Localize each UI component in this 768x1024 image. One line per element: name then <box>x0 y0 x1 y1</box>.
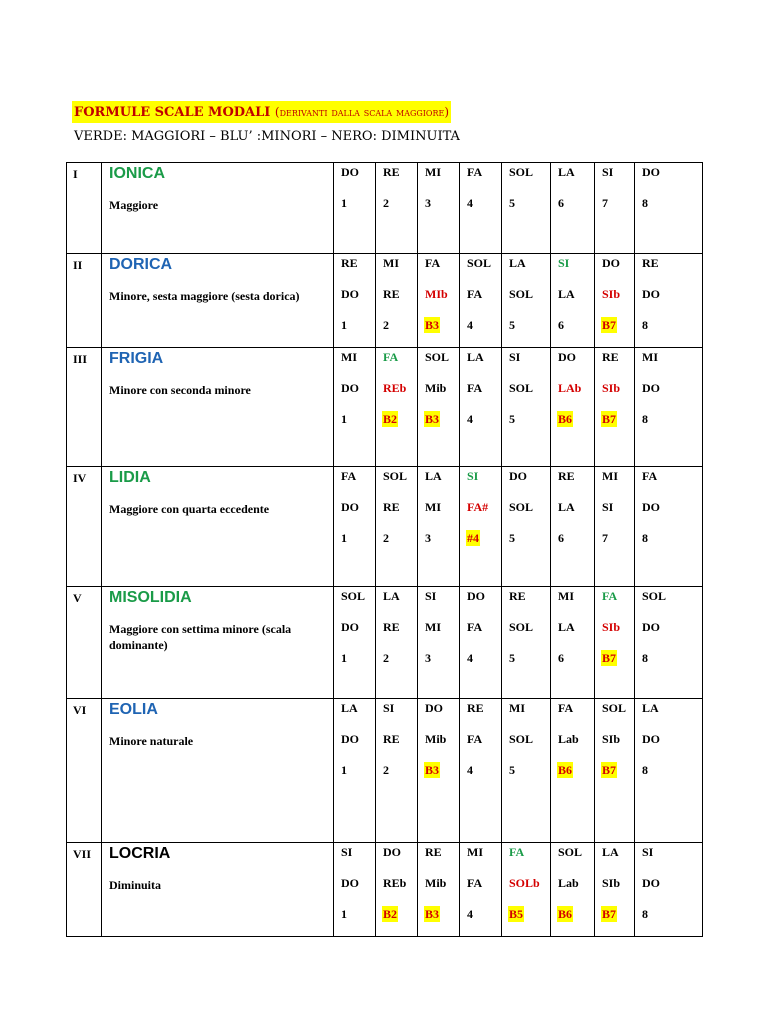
note-label: SI <box>467 469 479 483</box>
degree-label: B6 <box>558 412 573 426</box>
note-cell <box>334 467 376 587</box>
degree-label: 4 <box>467 196 473 210</box>
mode-numeral: IV <box>67 467 102 587</box>
note-label: MI <box>383 256 399 270</box>
mode-cell <box>102 699 334 843</box>
note-cell <box>502 843 551 937</box>
mode-description: Minore con seconda minore <box>109 383 251 397</box>
note-label: MI <box>602 469 618 483</box>
note-label: DO <box>383 845 401 859</box>
note-label: FA <box>467 287 483 301</box>
note-label: LA <box>383 589 400 603</box>
note-cell <box>334 587 376 699</box>
mode-row <box>67 587 703 699</box>
note-label: MI <box>425 500 441 514</box>
degree-label: 6 <box>558 196 564 210</box>
mode-numeral: VII <box>67 843 102 937</box>
note-label: DO <box>467 589 485 603</box>
note-label: SI <box>558 256 570 270</box>
degree-label: B2 <box>383 412 398 426</box>
note-cell <box>334 163 376 254</box>
degree-label: 4 <box>467 318 473 332</box>
mode-name: DORICA <box>109 256 173 273</box>
note-cell <box>460 467 502 587</box>
note-label: DO <box>425 701 443 715</box>
note-label: FA <box>467 620 483 634</box>
mode-name: MISOLIDIA <box>109 589 192 606</box>
note-label: SOL <box>509 287 534 301</box>
note-label: RE <box>558 469 575 483</box>
note-cell <box>418 587 460 699</box>
note-label: MI <box>425 165 441 179</box>
degree-label: B7 <box>602 412 617 426</box>
note-label: RE <box>642 256 659 270</box>
mode-row <box>67 348 703 467</box>
note-label: SIb <box>602 732 621 746</box>
note-label: DO <box>341 165 359 179</box>
degree-label: 2 <box>383 763 389 777</box>
degree-label: B3 <box>425 412 440 426</box>
note-label: LA <box>642 701 659 715</box>
note-label: SOL <box>509 732 534 746</box>
note-label: Lab <box>558 876 579 890</box>
note-label: MI <box>341 350 357 364</box>
note-cell <box>418 467 460 587</box>
mode-numeral: VI <box>67 699 102 843</box>
note-label: RE <box>383 732 400 746</box>
mode-name: LIDIA <box>109 469 151 486</box>
degree-label: 7 <box>602 531 608 545</box>
note-cell <box>502 348 551 467</box>
note-cell <box>551 699 595 843</box>
note-cell <box>460 843 502 937</box>
degree-label: 4 <box>467 907 473 921</box>
note-label: Mib <box>425 381 447 395</box>
note-label: FA <box>509 845 525 859</box>
mode-description: Maggiore con settima minore (scala dominante) <box>109 622 292 652</box>
note-label: FA <box>467 381 483 395</box>
mode-name: EOLIA <box>109 701 158 718</box>
note-label: SOL <box>602 701 627 715</box>
note-cell <box>418 699 460 843</box>
note-label: SI <box>509 350 521 364</box>
mode-numeral: V <box>67 587 102 699</box>
degree-label: B3 <box>425 763 440 777</box>
note-label: RE <box>383 165 400 179</box>
note-cell <box>376 843 418 937</box>
mode-row <box>67 843 703 937</box>
degree-label: 8 <box>642 907 648 921</box>
note-label: SOL <box>341 589 366 603</box>
degree-label: 7 <box>602 196 608 210</box>
note-cell <box>376 254 418 348</box>
note-label: MIb <box>425 287 448 301</box>
note-label: RE <box>341 256 358 270</box>
degree-label: 1 <box>341 196 347 210</box>
note-cell <box>635 163 703 254</box>
degree-label: 8 <box>642 196 648 210</box>
mode-cell <box>102 587 334 699</box>
degree-label: 4 <box>467 763 473 777</box>
degree-label: 5 <box>509 651 515 665</box>
note-label: LA <box>558 620 575 634</box>
note-label: FA <box>467 165 483 179</box>
note-cell <box>376 699 418 843</box>
note-cell <box>595 587 635 699</box>
degree-label: 5 <box>509 531 515 545</box>
note-label: Mib <box>425 732 447 746</box>
degree-label: 8 <box>642 531 648 545</box>
note-cell <box>595 843 635 937</box>
degree-label: 8 <box>642 651 648 665</box>
note-label: RE <box>602 350 619 364</box>
note-cell <box>595 467 635 587</box>
degree-label: 1 <box>341 531 347 545</box>
mode-row <box>67 163 703 254</box>
mode-name: LOCRIA <box>109 845 171 862</box>
note-cell <box>418 254 460 348</box>
note-label: LA <box>509 256 526 270</box>
note-cell <box>334 254 376 348</box>
note-label: SOL <box>509 165 534 179</box>
degree-label: 8 <box>642 763 648 777</box>
note-label: SOLb <box>509 876 540 890</box>
note-label: SI <box>383 701 395 715</box>
note-cell <box>334 699 376 843</box>
note-cell <box>551 587 595 699</box>
mode-description: Maggiore con quarta eccedente <box>109 502 270 516</box>
degree-label: 6 <box>558 318 564 332</box>
degree-label: B7 <box>602 651 617 665</box>
degree-label: B2 <box>383 907 398 921</box>
degree-label: 2 <box>383 196 389 210</box>
note-label: SIb <box>602 620 621 634</box>
note-label: FA <box>467 876 483 890</box>
note-cell <box>595 699 635 843</box>
note-cell <box>635 843 703 937</box>
degree-label: 4 <box>467 412 473 426</box>
note-cell <box>376 587 418 699</box>
color-legend: VERDE: MAGGIORI – BLU’ :MINORI – NERO: DIMINUITA <box>74 129 460 144</box>
degree-label: B7 <box>602 907 617 921</box>
degree-label: 6 <box>558 651 564 665</box>
note-cell <box>551 163 595 254</box>
note-label: LA <box>558 165 575 179</box>
note-cell <box>502 467 551 587</box>
note-label: LA <box>425 469 442 483</box>
note-label: SOL <box>509 381 534 395</box>
note-cell <box>551 843 595 937</box>
title-subtitle: (derivanti dalla scala maggiore) <box>274 105 450 119</box>
degree-label: B6 <box>558 763 573 777</box>
degree-label: 1 <box>341 412 347 426</box>
note-label: RE <box>383 287 400 301</box>
note-label: RE <box>467 701 484 715</box>
note-label: RE <box>383 620 400 634</box>
note-label: FA <box>383 350 399 364</box>
note-cell <box>418 163 460 254</box>
degree-label: 5 <box>509 196 515 210</box>
note-label: SIb <box>602 876 621 890</box>
note-cell <box>460 699 502 843</box>
note-label: LA <box>602 845 619 859</box>
note-cell <box>334 348 376 467</box>
note-label: SOL <box>425 350 450 364</box>
note-label: DO <box>509 469 527 483</box>
note-cell <box>460 348 502 467</box>
note-cell <box>635 587 703 699</box>
degree-label: B7 <box>602 318 617 332</box>
note-label: DO <box>602 256 620 270</box>
degree-label: 4 <box>467 651 473 665</box>
note-label: LA <box>341 701 358 715</box>
note-cell <box>551 467 595 587</box>
degree-label: 1 <box>341 907 347 921</box>
note-label: DO <box>558 350 576 364</box>
degree-label: 5 <box>509 412 515 426</box>
note-label: FA# <box>467 500 489 514</box>
note-label: RE <box>425 845 442 859</box>
degree-label: B3 <box>425 318 440 332</box>
note-cell <box>502 699 551 843</box>
degree-label: 2 <box>383 318 389 332</box>
note-label: FA <box>341 469 357 483</box>
note-cell <box>635 467 703 587</box>
note-label: MI <box>509 701 525 715</box>
degree-label: B6 <box>558 907 573 921</box>
note-cell <box>595 254 635 348</box>
degree-label: 8 <box>642 318 648 332</box>
degree-label: 3 <box>425 651 431 665</box>
degree-label: 3 <box>425 531 431 545</box>
note-label: LA <box>558 500 575 514</box>
note-cell <box>418 348 460 467</box>
degree-label: 1 <box>341 318 347 332</box>
note-label: SOL <box>642 589 667 603</box>
note-label: DO <box>341 876 359 890</box>
note-label: DO <box>341 287 359 301</box>
note-cell <box>595 348 635 467</box>
note-cell <box>460 587 502 699</box>
note-label: MI <box>467 845 483 859</box>
note-label: SI <box>425 589 437 603</box>
degree-label: 6 <box>558 531 564 545</box>
degree-label: 1 <box>341 651 347 665</box>
note-label: Lab <box>558 732 579 746</box>
note-cell <box>502 163 551 254</box>
mode-cell <box>102 843 334 937</box>
note-label: REb <box>383 381 407 395</box>
note-label: MI <box>642 350 658 364</box>
note-cell <box>551 254 595 348</box>
mode-cell <box>102 467 334 587</box>
note-label: SI <box>642 845 654 859</box>
note-label: DO <box>341 620 359 634</box>
note-label: DO <box>642 620 660 634</box>
mode-cell <box>102 254 334 348</box>
note-label: Mib <box>425 876 447 890</box>
mode-name: IONICA <box>109 165 165 182</box>
note-label: FA <box>425 256 441 270</box>
mode-name: FRIGIA <box>109 350 164 367</box>
note-cell <box>635 699 703 843</box>
note-label: SOL <box>509 620 534 634</box>
note-cell <box>418 843 460 937</box>
note-label: DO <box>642 381 660 395</box>
mode-numeral: II <box>67 254 102 348</box>
note-label: SI <box>602 165 614 179</box>
mode-cell <box>102 163 334 254</box>
degree-label: B3 <box>425 907 440 921</box>
note-label: DO <box>642 287 660 301</box>
degree-label: 1 <box>341 763 347 777</box>
degree-label: 5 <box>509 763 515 777</box>
note-label: SI <box>341 845 353 859</box>
mode-row <box>67 254 703 348</box>
note-label: MI <box>425 620 441 634</box>
note-label: SOL <box>509 500 534 514</box>
note-label: RE <box>383 500 400 514</box>
degree-label: 2 <box>383 531 389 545</box>
modes-table <box>66 162 703 937</box>
degree-label: 5 <box>509 318 515 332</box>
degree-label: 8 <box>642 412 648 426</box>
degree-label: #4 <box>467 531 479 545</box>
note-label: LA <box>467 350 484 364</box>
note-label: FA <box>642 469 658 483</box>
note-cell <box>551 348 595 467</box>
note-cell <box>460 254 502 348</box>
note-cell <box>376 348 418 467</box>
note-label: SOL <box>558 845 583 859</box>
note-label: FA <box>467 732 483 746</box>
mode-numeral: I <box>67 163 102 254</box>
note-label: FA <box>558 701 574 715</box>
note-label: MI <box>558 589 574 603</box>
document-title <box>72 101 451 123</box>
mode-description: Maggiore <box>109 198 159 212</box>
note-cell <box>334 843 376 937</box>
degree-label: 3 <box>425 196 431 210</box>
note-label: LAb <box>558 381 582 395</box>
note-cell <box>502 254 551 348</box>
note-label: DO <box>642 500 660 514</box>
note-label: SIb <box>602 287 621 301</box>
note-label: DO <box>642 165 660 179</box>
note-label: DO <box>341 381 359 395</box>
note-label: SI <box>602 500 614 514</box>
note-cell <box>460 163 502 254</box>
mode-numeral: III <box>67 348 102 467</box>
degree-label: 2 <box>383 651 389 665</box>
degree-label: B7 <box>602 763 617 777</box>
note-cell <box>376 467 418 587</box>
note-cell <box>502 587 551 699</box>
note-label: DO <box>341 732 359 746</box>
degree-label: B5 <box>509 907 524 921</box>
note-label: DO <box>341 500 359 514</box>
mode-row <box>67 467 703 587</box>
mode-description: Minore naturale <box>109 734 194 748</box>
note-cell <box>635 254 703 348</box>
mode-cell <box>102 348 334 467</box>
note-cell <box>376 163 418 254</box>
note-label: SIb <box>602 381 621 395</box>
note-label: DO <box>642 732 660 746</box>
note-cell <box>635 348 703 467</box>
title-main: FORMULE SCALE MODALI <box>74 105 271 120</box>
note-label: SOL <box>467 256 492 270</box>
note-label: REb <box>383 876 407 890</box>
note-label: RE <box>509 589 526 603</box>
note-cell <box>595 163 635 254</box>
mode-description: Minore, sesta maggiore (sesta dorica) <box>109 289 300 303</box>
note-label: SOL <box>383 469 408 483</box>
note-label: DO <box>642 876 660 890</box>
note-label: FA <box>602 589 618 603</box>
note-label: LA <box>558 287 575 301</box>
mode-description: Diminuita <box>109 878 162 892</box>
mode-row <box>67 699 703 843</box>
